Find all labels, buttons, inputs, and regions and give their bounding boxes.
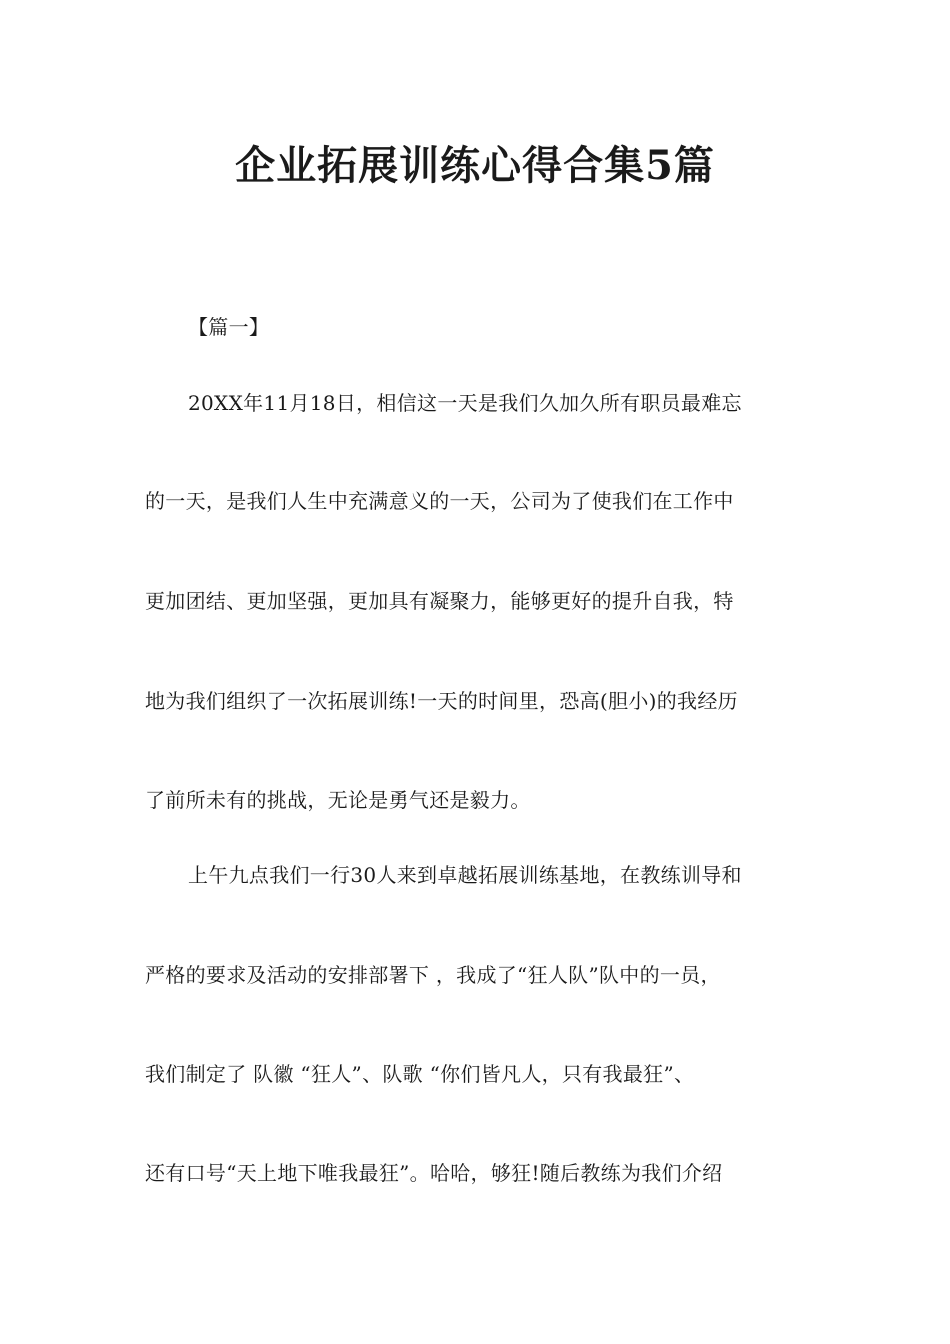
paragraph-2-line-4: 还有口号“天上地下唯我最狂”。哈哈，够狂!随后教练为我们介绍 [145,1161,723,1185]
paragraph-2-line-2: 严格的要求及活动的安排部署下 ，我成了“狂人队”队中的一员， [145,963,721,987]
document-title: 企业拓展训练心得合集5篇 [235,142,715,189]
section-label: 【篇一】 [188,315,270,339]
paragraph-1-line-1: 20XX年11月18日，相信这一天是我们久加久所有职员最难忘 [188,391,742,415]
paragraph-1-line-3: 更加团结、更加坚强，更加具有凝聚力，能够更好的提升自我，特 [145,589,734,613]
paragraph-1-line-5: 了前所未有的挑战，无论是勇气还是毅力。 [145,788,531,812]
paragraph-1-line-2: 的一天，是我们人生中充满意义的一天，公司为了使我们在工作中 [145,489,734,513]
paragraph-2-line-1: 上午九点我们一行30人来到卓越拓展训练基地，在教练训导和 [188,863,742,887]
paragraph-2-line-3: 我们制定了 队徽 “狂人”、队歌 “你们皆凡人，只有我最狂”、 [145,1062,695,1086]
paragraph-1-line-4: 地为我们组织了一次拓展训练!一天的时间里，恐高(胆小)的我经历 [145,689,738,713]
